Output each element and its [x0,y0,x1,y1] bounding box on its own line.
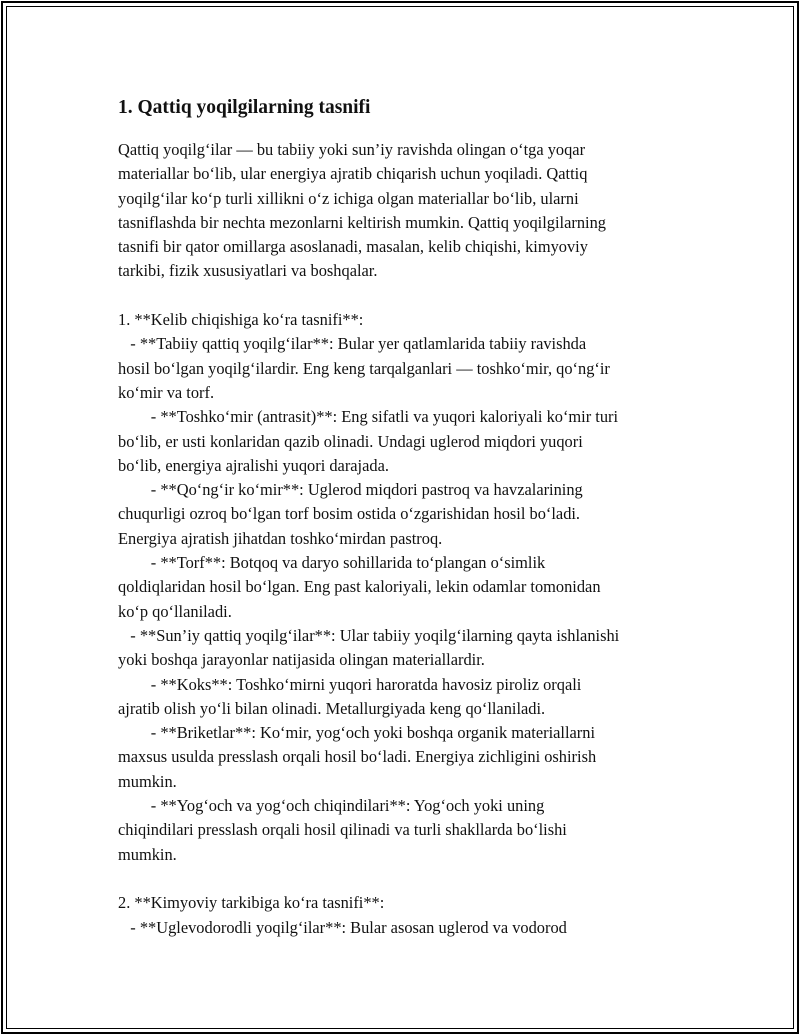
document-body: Qattiq yoqilg‘ilar — bu tabiiy yoki sun’iy ravishda olingan o‘tga yoqar materiallar bo‘lib, ular energiya ajratib chiqarish uchun yoqiladi. Qattiq yoqilg‘ilar ko‘p turli xillikni o‘z ichiga olgan materiallar bo‘lib, ularni tasniflashda bir nechta mezonlarni keltirish mumkin. Qattiq yoqilgilarning tasnifi bir qator omillarga asoslanadi, masalan, kelib chiqishi, kimyoviy tarkibi, fizik xususiyatlari va boshqalar. 1. **Kelib chiqishiga ko‘ra tasnifi**: - **Tabiiy qattiq yoqilg‘ilar**: Bular yer qatlamlarida tabiiy ravishda hosil bo‘lgan yoqilg‘ilardir. Eng keng tarqalganlari — toshko‘mir, qo‘ng‘ir ko‘mir va torf. - **Toshko‘mir (antrasit)**: Eng sifatli va yuqori kaloriyali ko‘mir turi bo‘lib, er usti konlaridan qazib olinadi. Undagi uglerod miqdori yuqori bo‘lib, energiya ajralishi yuqori darajada. - **Qo‘ng‘ir ko‘mir**: Uglerod miqdori pastroq va havzalarining chuqurligi ozroq bo‘lgan torf bosim ostida o‘zgarishidan hosil bo‘ladi. Energiya ajratish jihatdan toshko‘mirdan pastroq. - **Torf**: Botqoq va daryo sohillarida to‘plangan o‘simlik qoldiqlaridan hosil bo‘lgan. Eng past kaloriyali, lekin odamlar tomonidan ko‘p qo‘llaniladi. - **Sun’iy qattiq yoqilg‘ilar**: Ular tabiiy yoqilg‘ilarning qayta ishlanishi yoki boshqa jarayonlar natijasida olingan materiallardir. - **Koks**: Toshko‘mirni yuqori haroratda havosiz piroliz orqali ajratib olish yo‘li bilan olinadi. Metallurgiyada keng qo‘llaniladi. - **Briketlar**: Ko‘mir, yog‘och yoki boshqa organik materiallarni maxsus usulda presslash orqali hosil bo‘ladi. Energiya zichligini oshirish mumkin. - **Yog‘och va yog‘och chiqindilari**: Yog‘och yoki uning chiqindilari presslash orqali hosil qilinadi va turli shakllarda bo‘lishi mumkin. 2. **Kimyoviy tarkibiga ko‘ra tasnifi**: - **Uglevodorodli yoqilg‘ilar**: Bular asosan uglerod va vodorod [118,140,620,937]
section-heading: 1. Qattiq yoqilgilarning tasnifi [118,97,371,118]
document-page [118,96,688,940]
